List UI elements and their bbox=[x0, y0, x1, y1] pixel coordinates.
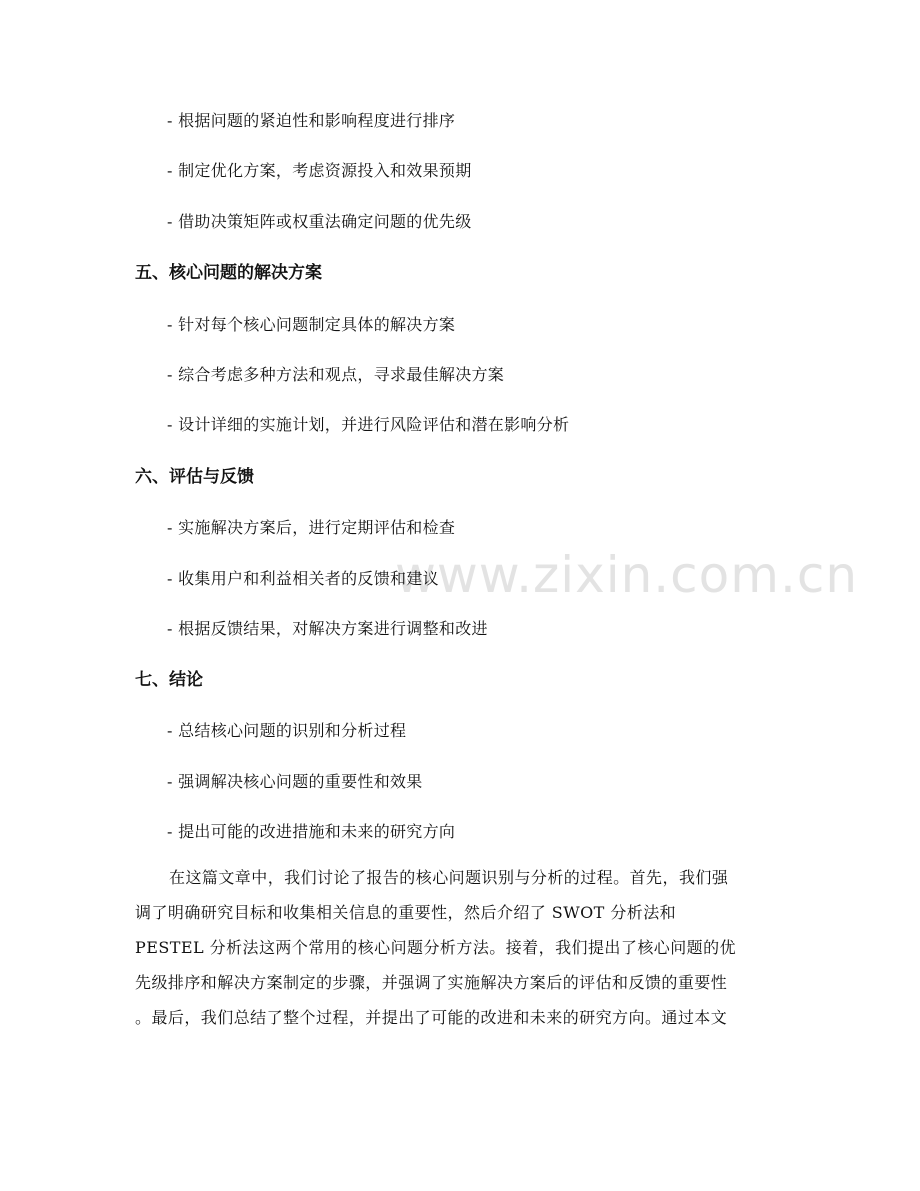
section-heading: 七、结论 bbox=[135, 670, 203, 690]
list-item: - 总结核心问题的识别和分析过程 bbox=[167, 721, 407, 740]
list-item: - 针对每个核心问题制定具体的解决方案 bbox=[167, 315, 456, 334]
list-item: - 综合考虑多种方法和观点，寻求最佳解决方案 bbox=[167, 365, 505, 384]
list-item: - 强调解决核心问题的重要性和效果 bbox=[167, 772, 423, 791]
paragraph-line: 。最后，我们总结了整个过程，并提出了可能的改进和未来的研究方向。通过本文 bbox=[135, 1008, 728, 1027]
summary-paragraph bbox=[135, 867, 787, 1042]
list-item: - 设计详细的实施计划，并进行风险评估和潜在影响分析 bbox=[167, 415, 570, 434]
paragraph-line: PESTEL 分析法这两个常用的核心问题分析方法。接着，我们提出了核心问题的优 bbox=[135, 938, 737, 957]
section-heading: 五、核心问题的解决方案 bbox=[135, 263, 322, 283]
list-item: - 根据问题的紧迫性和影响程度进行排序 bbox=[167, 111, 456, 130]
list-item: - 根据反馈结果，对解决方案进行调整和改进 bbox=[167, 619, 488, 638]
list-item: - 提出可能的改进措施和未来的研究方向 bbox=[167, 822, 456, 841]
list-item: - 借助决策矩阵或权重法确定问题的优先级 bbox=[167, 212, 472, 231]
list-item: - 制定优化方案，考虑资源投入和效果预期 bbox=[167, 161, 472, 180]
section-heading: 六、评估与反馈 bbox=[135, 467, 254, 487]
paragraph-line: 在这篇文章中，我们讨论了报告的核心问题识别与分析的过程。首先，我们强 bbox=[169, 868, 729, 887]
watermark: www.zixin.com.cn bbox=[395, 546, 859, 604]
paragraph-line: 调了明确研究目标和收集相关信息的重要性，然后介绍了 SWOT 分析法和 bbox=[135, 903, 677, 922]
list-item: - 实施解决方案后，进行定期评估和检查 bbox=[167, 518, 456, 537]
list-item: - 收集用户和利益相关者的反馈和建议 bbox=[167, 569, 439, 588]
paragraph-line: 先级排序和解决方案制定的步骤，并强调了实施解决方案后的评估和反馈的重要性 bbox=[135, 973, 728, 992]
